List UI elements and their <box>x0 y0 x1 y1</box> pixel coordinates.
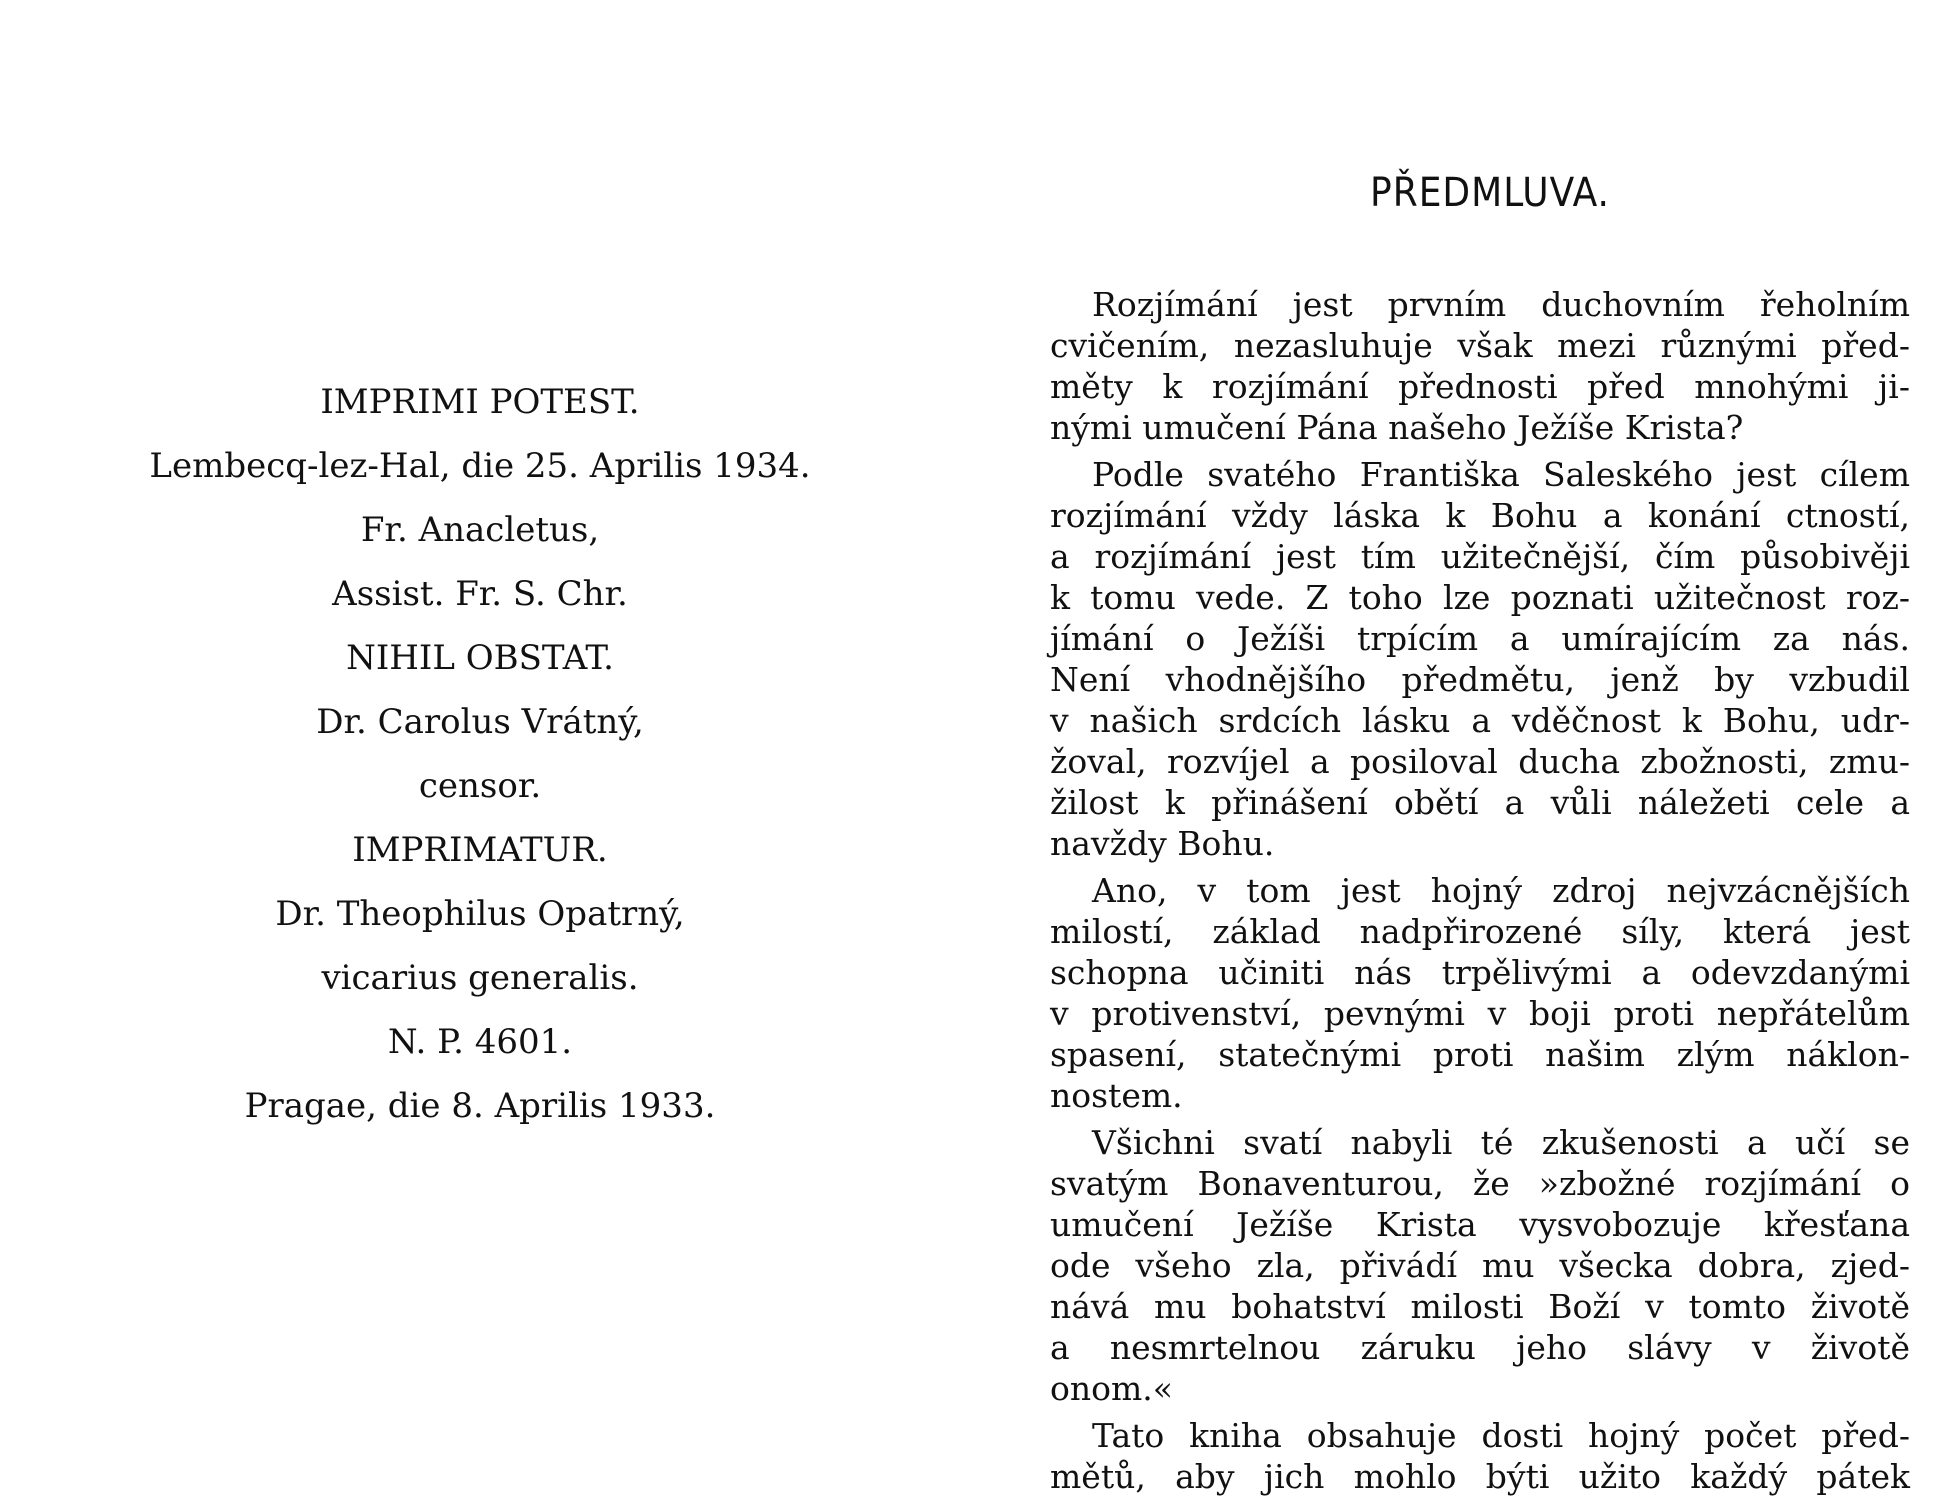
text-line: k tomu vede. Z toho lze poznati užitečnost roz- <box>1050 578 1910 617</box>
text-line: Všichni svatí nabyli té zkušenosti a učí se <box>1092 1123 1910 1162</box>
paragraph <box>1050 870 1910 1116</box>
text-line: žilost k přinášení obětí a vůli náležeti cele a <box>1050 783 1910 822</box>
nihil-obstat-signatory: Dr. Carolus Vrátný, <box>316 702 644 742</box>
paragraph <box>1050 1415 1910 1497</box>
text-line: milostí, základ nadpřirozené síly, která jest <box>1050 912 1910 951</box>
text-line: umučení Ježíše Krista vysvobozuje křesťana <box>1050 1205 1910 1244</box>
text-line: schopna učiniti nás trpělivými a odevzdanými <box>1050 953 1910 992</box>
page-title: PŘEDMLUVA. <box>1370 170 1610 216</box>
text-line: jímání o Ježíši trpícím a umírajícím za nás. <box>1050 619 1910 658</box>
imprimatur-title: vicarius generalis. <box>321 958 639 998</box>
text-line: měty k rozjímání přednosti před mnohými ji- <box>1050 367 1910 406</box>
text-line: nostem. <box>1050 1076 1183 1115</box>
text-line: žoval, rozvíjel a posiloval ducha zbožnosti, zmu- <box>1050 742 1910 781</box>
text-line: nými umučení Pána našeho Ježíše Krista? <box>1050 408 1744 447</box>
protocol-number: N. P. 4601. <box>387 1022 573 1062</box>
imprimatur-place-date: Pragae, die 8. Aprilis 1933. <box>244 1086 716 1126</box>
text-line: onom.« <box>1050 1369 1173 1408</box>
text-line: rozjímání vždy láska k Bohu a konání ctností, <box>1050 496 1910 535</box>
text-line: cvičením, nezasluhuje však mezi různými před- <box>1050 326 1910 365</box>
text-line: mětů, aby jich mohlo býti užito každý pátek <box>1050 1457 1910 1496</box>
imprimi-potest-heading: IMPRIMI POTEST. <box>320 382 640 422</box>
imprimi-potest-title: Assist. Fr. S. Chr. <box>332 574 628 614</box>
text-line: Rozjímání jest prvním duchovním řeholním <box>1092 285 1910 324</box>
text-line: Ano, v tom jest hojný zdroj nejvzácnějších <box>1092 871 1910 910</box>
approbation-block <box>80 370 880 1138</box>
paragraph <box>1050 1122 1910 1409</box>
text-line: a rozjímání jest tím užitečnější, čím působivěji <box>1050 537 1910 576</box>
text-line: nává mu bohatství milosti Boží v tomto životě <box>1050 1287 1910 1326</box>
imprimatur-signatory: Dr. Theophilus Opatrný, <box>275 894 685 934</box>
imprimi-potest-place-date: Lembecq-lez-Hal, die 25. Aprilis 1934. <box>149 446 811 486</box>
text-line: spasení, statečnými proti našim zlým náklon- <box>1050 1035 1910 1074</box>
paragraph <box>1050 284 1910 448</box>
paragraph <box>1050 454 1910 864</box>
text-line: Není vhodnějšího předmětu, jenž by vzbudil <box>1050 660 1910 699</box>
text-line: Podle svatého Františka Saleského jest cílem <box>1092 455 1910 494</box>
nihil-obstat-title: censor. <box>418 766 542 806</box>
nihil-obstat-heading: NIHIL OBSTAT. <box>346 638 614 678</box>
text-line: v protivenství, pevnými v boji proti nepřátelům <box>1050 994 1910 1033</box>
text-line: svatým Bonaventurou, že »zbožné rozjímání o <box>1050 1164 1910 1203</box>
text-line: navždy Bohu. <box>1050 824 1275 863</box>
text-line: ode všeho zla, přivádí mu všecka dobra, zjed- <box>1050 1246 1910 1285</box>
imprimi-potest-signatory: Fr. Anacletus, <box>360 510 600 550</box>
text-line: v našich srdcích lásku a vděčnost k Bohu, udr- <box>1050 701 1910 740</box>
preface-page <box>1050 170 1910 1503</box>
text-line: a nesmrtelnou záruku jeho slávy v životě <box>1050 1328 1910 1367</box>
text-line: Tato kniha obsahuje dosti hojný počet před- <box>1092 1416 1910 1455</box>
imprimatur-heading: IMPRIMATUR. <box>352 830 608 870</box>
